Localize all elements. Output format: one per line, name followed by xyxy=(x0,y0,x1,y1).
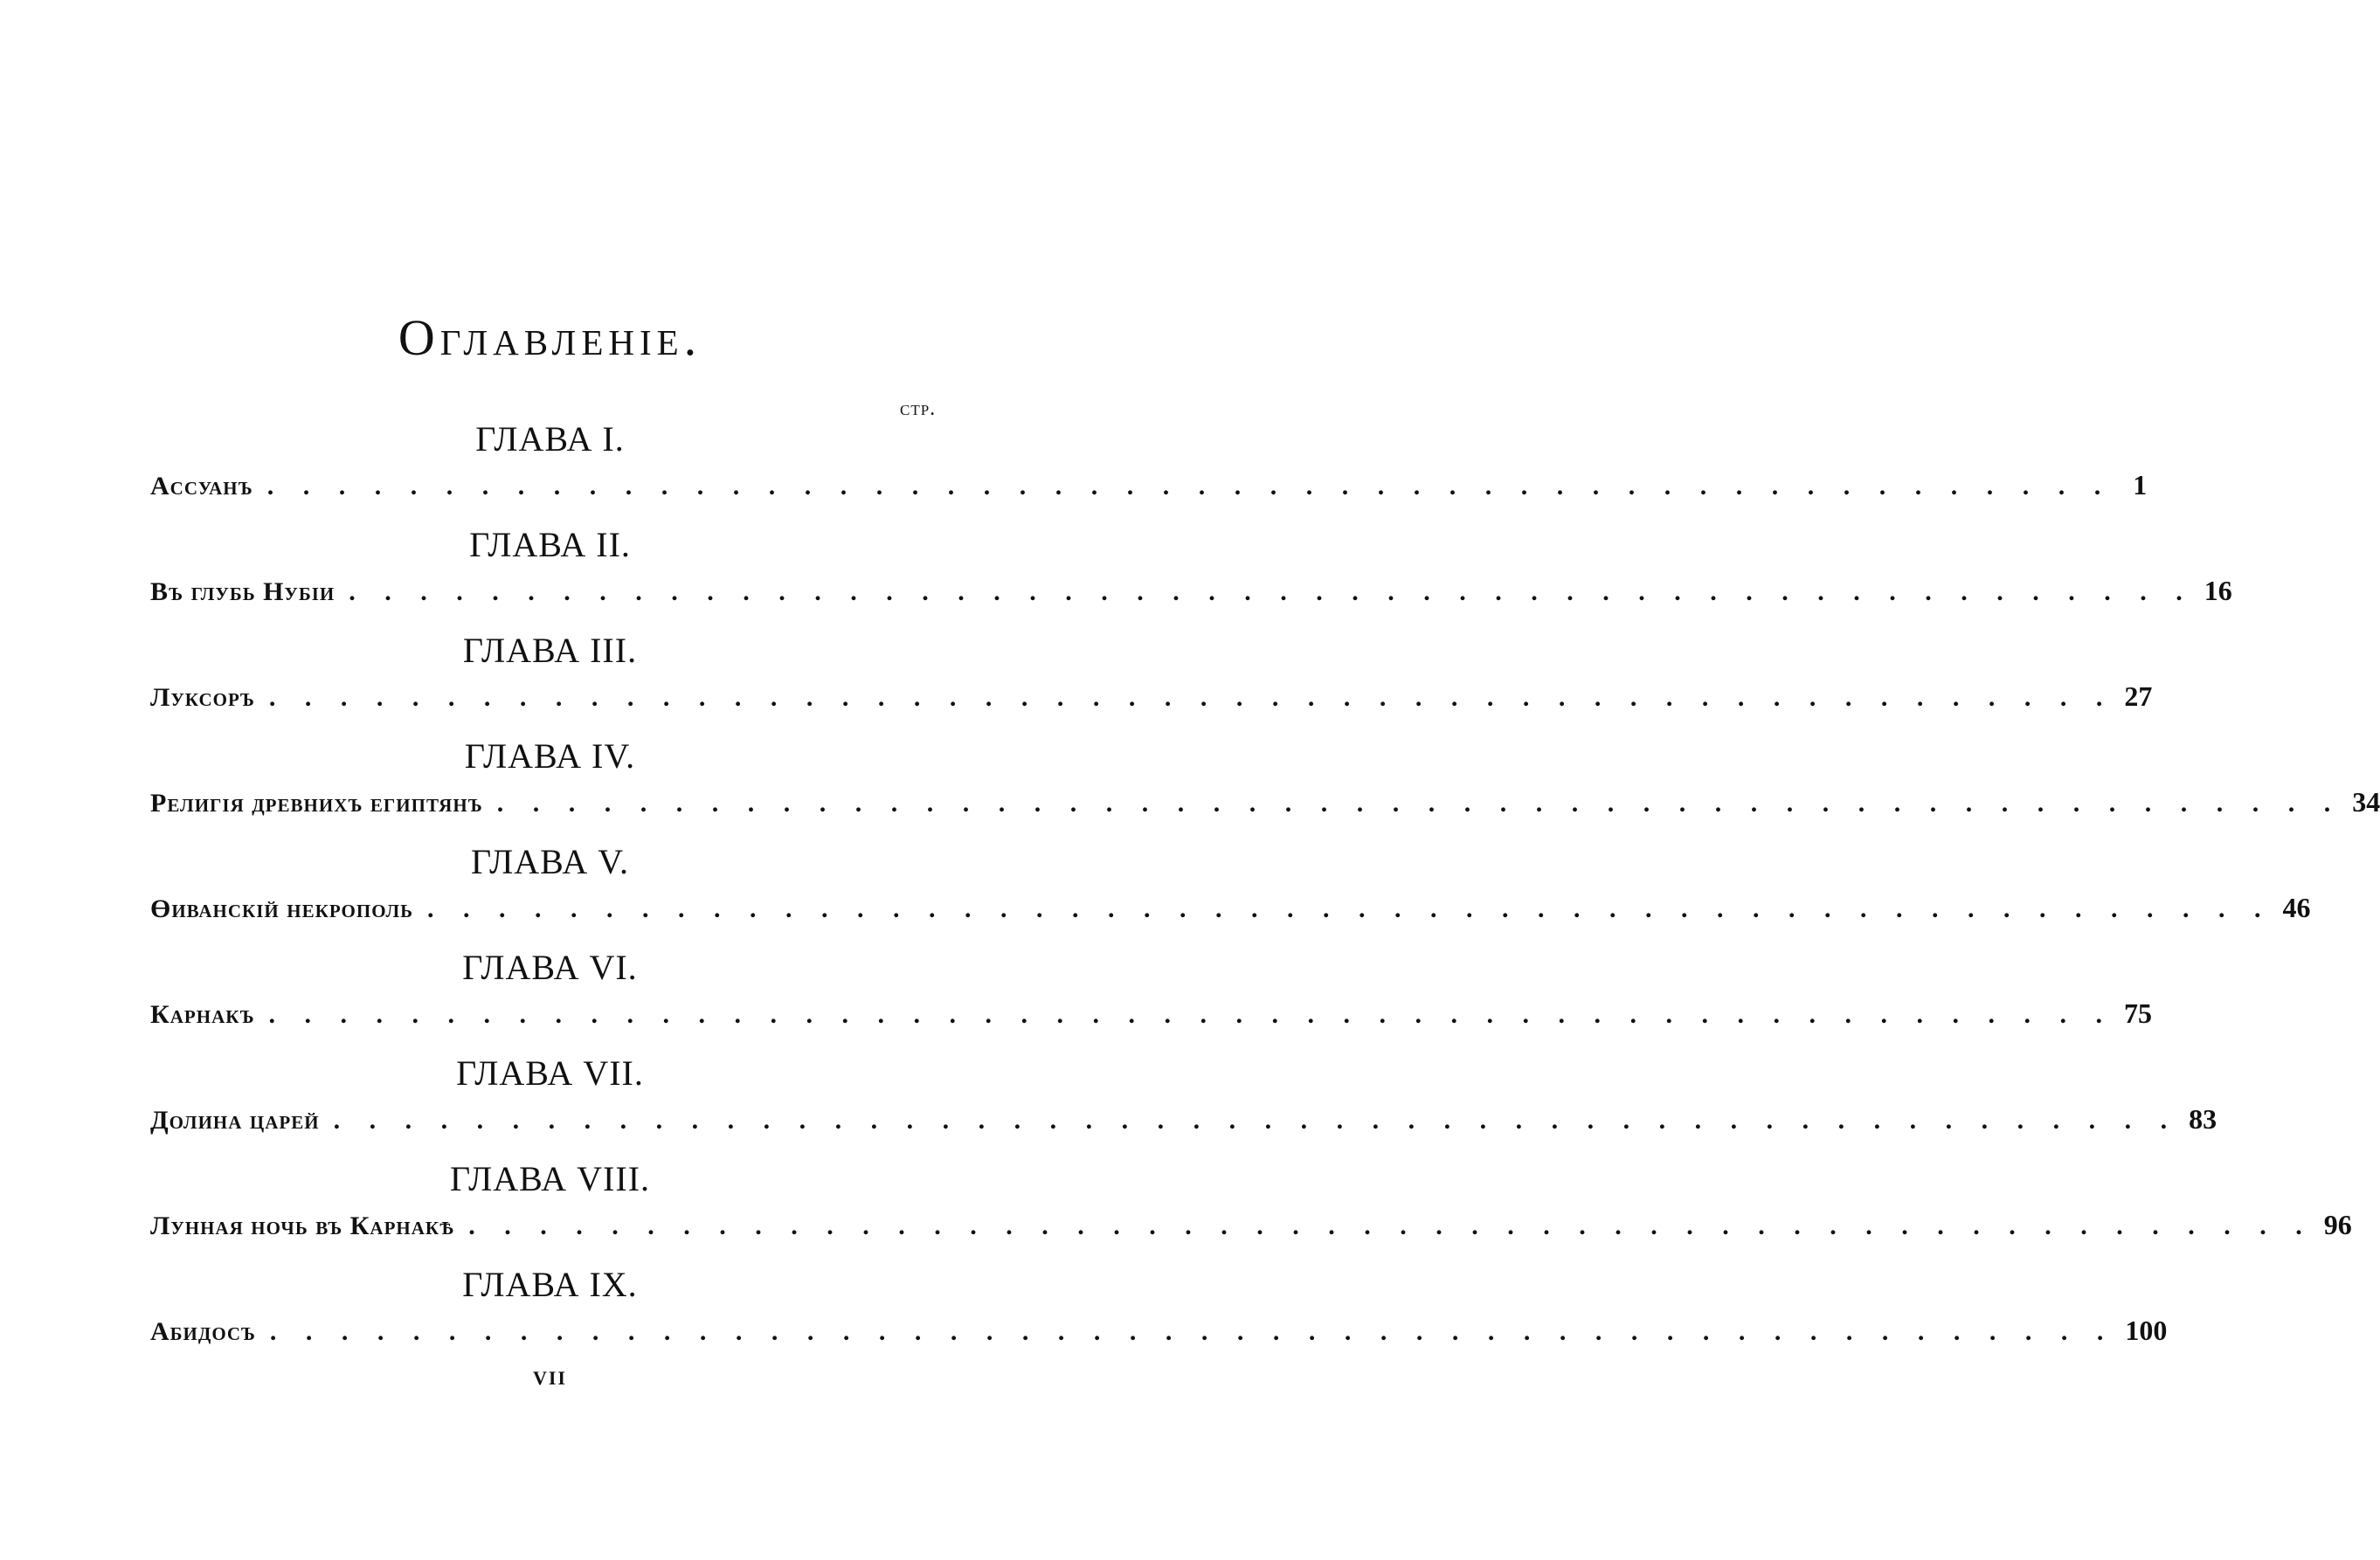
toc-entry-7[interactable] xyxy=(150,1103,2217,1138)
chapter-heading-7: ГЛАВА VII. xyxy=(456,1053,644,1093)
page-number: VII xyxy=(532,1367,567,1389)
toc-entry-page: 100 xyxy=(2125,1315,2168,1346)
page-title: Оглавленіе. xyxy=(398,309,702,366)
dot-leader: . . . . . . . . . . . . . . . . . . . . . . . . . . . . . . . . . . . . . . . . . . . . . . . . . . . . xyxy=(333,1106,2179,1135)
chapter-heading-1: ГЛАВА I. xyxy=(475,419,625,459)
toc-entry-3[interactable] xyxy=(150,680,2153,715)
toc-entry-1[interactable] xyxy=(150,469,2148,504)
dot-leader: . . . . . . . . . . . . . . . . . . . . . . . . . . . . . . . . . . . . . . . . . . . . . . . . . . . . xyxy=(266,472,2113,500)
dot-leader: . . . . . . . . . . . . . . . . . . . . . . . . . . . . . . . . . . . . . . . . . . . . . . . . . . . . xyxy=(268,683,2114,712)
toc-entry-page: 46 xyxy=(2282,892,2311,923)
toc-entry-page: 16 xyxy=(2204,575,2232,606)
toc-entry-2[interactable] xyxy=(150,575,2232,610)
toc-entry-9[interactable] xyxy=(150,1315,2168,1349)
toc-entry-5[interactable] xyxy=(150,892,2311,927)
chapter-heading-4: ГЛАВА IV. xyxy=(464,736,636,776)
toc-entry-title: Луксоръ xyxy=(150,683,255,712)
toc-entry-page: 83 xyxy=(2189,1103,2217,1135)
chapter-heading-5: ГЛАВА V. xyxy=(471,842,629,881)
toc-entry-title: Въ глубь Нубіи xyxy=(150,577,336,606)
toc-entry-page: 34 xyxy=(2352,786,2380,818)
dot-leader: . . . . . . . . . . . . . . . . . . . . . . . . . . . . . . . . . . . . . . . . . . . . . . . . . . . . xyxy=(427,894,2273,923)
toc-entry-8[interactable] xyxy=(150,1209,2352,1244)
toc-entry-4[interactable] xyxy=(150,786,2380,821)
dot-leader: . . . . . . . . . . . . . . . . . . . . . . . . . . . . . . . . . . . . . . . . . . . . . . . . . . . . xyxy=(496,789,2342,818)
toc-entry-page: 27 xyxy=(2124,680,2153,712)
chapter-heading-3: ГЛАВА III. xyxy=(462,631,638,670)
toc-entry-page: 1 xyxy=(2133,469,2148,500)
toc-entry-title: Абидосъ xyxy=(150,1317,256,1346)
chapter-heading-9: ГЛАВА IX. xyxy=(462,1265,638,1304)
dot-leader: . . . . . . . . . . . . . . . . . . . . . . . . . . . . . . . . . . . . . . . . . . . . . . . . . . . . xyxy=(269,1317,2115,1346)
chapter-heading-6: ГЛАВА VI. xyxy=(462,948,638,987)
dot-leader: . . . . . . . . . . . . . . . . . . . . . . . . . . . . . . . . . . . . . . . . . . . . . . . . . . . . xyxy=(468,1211,2314,1240)
toc-entry-6[interactable] xyxy=(150,997,2153,1032)
dot-leader: . . . . . . . . . . . . . . . . . . . . . . . . . . . . . . . . . . . . . . . . . . . . . . . . . . . . xyxy=(349,577,2194,606)
toc-entry-page: 75 xyxy=(2124,997,2153,1029)
toc-entry-title: Өиванскій некрополь xyxy=(150,894,414,923)
chapter-heading-2: ГЛАВА II. xyxy=(469,525,631,564)
toc-entry-title: Религія древнихъ египтянъ xyxy=(150,789,483,818)
toc-entry-title: Ассуанъ xyxy=(150,472,253,500)
toc-entry-title: Карнакъ xyxy=(150,1000,255,1029)
chapter-heading-8: ГЛАВА VIII. xyxy=(449,1159,651,1198)
dot-leader: . . . . . . . . . . . . . . . . . . . . . . . . . . . . . . . . . . . . . . . . . . . . . . . . . . . . xyxy=(268,1000,2114,1029)
toc-entry-page: 96 xyxy=(2323,1209,2352,1240)
toc-entry-title: Долина царей xyxy=(150,1106,320,1135)
page-column-label: стр. xyxy=(900,397,937,420)
toc-entry-title: Лунная ночь въ Карнакѣ xyxy=(150,1211,455,1240)
